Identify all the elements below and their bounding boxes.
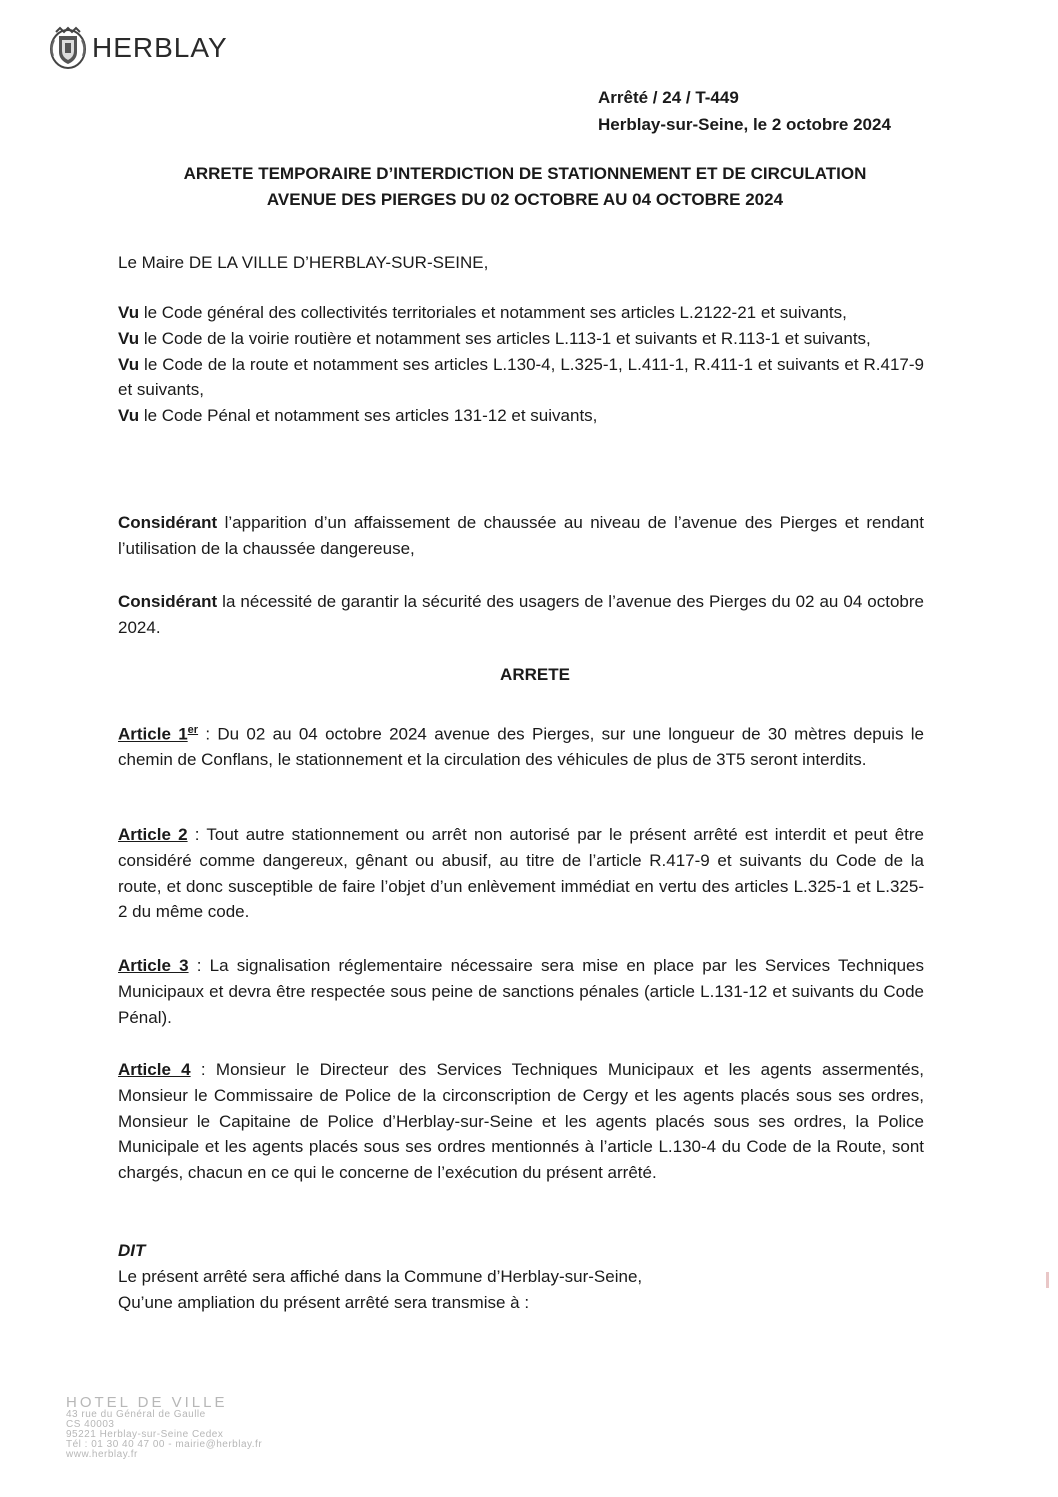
article-label: Article 1 (118, 724, 188, 744)
article-label: Article 2 (118, 825, 188, 844)
article-3: Article 3 : La signalisation réglementaire nécessaire sera mise en place par les Services Techniques Municipaux et devra être respectée sous peine de sanctions pénales (article L.131-12 et suivants du Code Pénal). (118, 956, 924, 1027)
title-line-1: ARRETE TEMPORAIRE D’INTERDICTION DE STATIONNEMENT ET DE CIRCULATION (183, 164, 867, 183)
dit-line-2: Qu’une ampliation du présent arrêté sera transmise à : (118, 1292, 530, 1312)
decree-reference: Arrêté / 24 / T-449 (598, 88, 739, 107)
footer-line: 43 rue du Général de Gaulle (66, 1409, 206, 1420)
title-line-2: AVENUE DES PIERGES DU 02 OCTOBRE AU 04 OCTOBRE 2024 (266, 190, 784, 209)
considerant-1: Considérant l’apparition d’un affaissement de chaussée au niveau de l’avenue des Pierges et rendant l’utilisation de la chaussée dangereuse, (118, 513, 924, 558)
footer-address (66, 1395, 262, 1460)
city-crest-icon (48, 26, 88, 70)
article-1: Article 1er : Du 02 au 04 octobre 2024 avenue des Pierges, sur une longueur de 30 mètres depuis le chemin de Conflans, le stationnement et la circulation des véhicules de plus de 3T5 seront interdits. (118, 724, 924, 770)
visas-block (118, 300, 924, 429)
considerant-2: Considérant la nécessité de garantir la sécurité des usagers de l’avenue des Pierges du 02 au 04 octobre 2024. (118, 592, 924, 637)
footer-line: Tél : 01 30 40 47 00 - mairie@herblay.fr (66, 1439, 263, 1450)
dit-section (118, 1238, 924, 1315)
place-date: Herblay-sur-Seine, le 2 octobre 2024 (598, 115, 891, 134)
article-label: Article 4 (118, 1060, 191, 1079)
article-2: Article 2 : Tout autre stationnement ou arrêt non autorisé par le présent arrêté est interdit et peut être considéré comme dangereux, gênant ou abusif, au titre de l’article R.417-9 et suivants du Code de la route, et donc susceptible de faire l’objet d’un enlèvement immédiat en vertu des articles L.325-1 et L.325-2 du même code. (118, 825, 924, 922)
mayor-text: Le Maire DE LA VILLE D’HERBLAY-SUR-SEINE, (118, 253, 489, 272)
article-label: Article 3 (118, 956, 189, 975)
article-4: Article 4 : Monsieur le Directeur des Services Techniques Municipaux et les agents assermentés, Monsieur le Commissaire de Police de la circonscription de Cergy et les agents placés sous ses ordres, Monsieur le Capitaine de Police d’Herblay-sur-Seine et les agents placés sous ses ordres, la Police Municipale et les agents placés sous ses ordres mentionnés à l’article L.130-4 du Code de la Route, sont chargés, chacun en ce qui le concerne de l’exécution du présent arrêté. (118, 1060, 924, 1183)
dit-heading: DIT (118, 1241, 146, 1260)
footer-line: www.herblay.fr (66, 1449, 138, 1460)
footer-title: HOTEL DE VILLE (66, 1394, 228, 1411)
logo-text: HERBLAY (92, 32, 228, 63)
arrete-heading: ARRETE (500, 665, 570, 684)
footer-line: 95221 Herblay-sur-Seine Cedex (66, 1429, 224, 1440)
mayor-line (118, 250, 924, 276)
scan-margin-mark (1046, 1272, 1049, 1288)
visa-item: Vu le Code de la voirie routière et notamment ses articles L.113-1 et suivants et R.113-1 et suivants, (118, 328, 871, 348)
city-logo (48, 26, 228, 70)
dit-line-1: Le présent arrêté sera affiché dans la Commune d’Herblay-sur-Seine, (118, 1266, 643, 1286)
visa-item: Vu le Code général des collectivités territoriales et notamment ses articles L.2122-21 et suivants, (118, 303, 847, 322)
visa-item: Vu le Code Pénal et notamment ses articles 131-12 et suivants, (118, 406, 598, 426)
footer-line: CS 40003 (66, 1419, 115, 1430)
visa-item: Vu le Code de la route et notamment ses articles L.130-4, L.325-1, L.411-1, R.411-1 et suivants et R.417-9 et suivants, (118, 354, 924, 400)
reference-block (598, 84, 891, 138)
document-title (110, 161, 940, 213)
